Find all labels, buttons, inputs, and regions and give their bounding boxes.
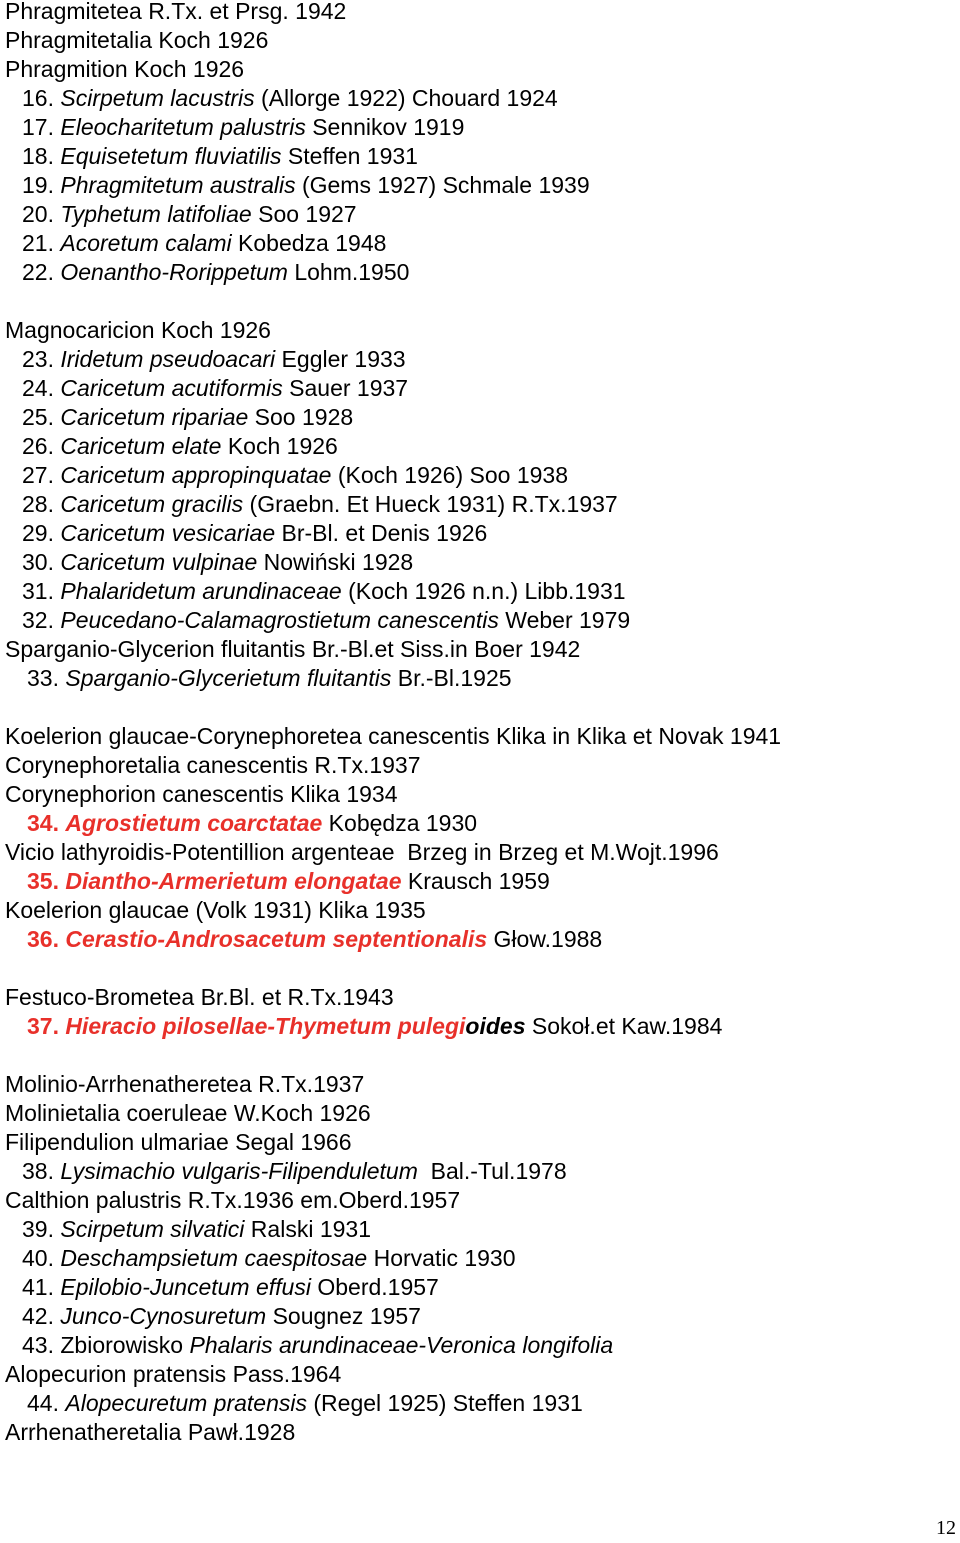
item-number: 25. [22,404,61,430]
association-item [22,200,357,229]
association-name: Scirpetum lacustris [60,85,255,111]
association-item [22,432,338,461]
association-item-highlighted [27,867,550,896]
association-author: Soo 1927 [251,201,357,227]
association-name: Agrostietum coarctatae [65,810,323,836]
heading-text: Vicio lathyroidis-Potentillion argenteae Brzeg in Brzeg et M.Wojt.1996 [5,839,719,865]
association-item-highlighted [27,925,602,954]
association-item [22,606,630,635]
class-heading [5,1070,364,1099]
association-name: Caricetum acutiformis [60,375,283,401]
item-number: 16. [22,85,61,111]
heading-text: Molinietalia coeruleae W.Koch 1926 [5,1100,371,1126]
association-author: Sauer 1937 [282,375,409,401]
association-item-highlighted [27,809,477,838]
alliance-heading [5,316,271,345]
alliance-heading [5,1186,460,1215]
association-author: Weber 1979 [498,607,631,633]
association-author: (Graebn. Et Hueck 1931) R.Tx.1937 [243,491,618,517]
association-item [22,171,590,200]
association-name: Sparganio-Glycerietum fluitantis [65,665,392,691]
item-number: 23. [22,346,61,372]
heading-text: Magnocaricion Koch 1926 [5,317,271,343]
order-heading [5,1418,295,1447]
class-heading [5,0,346,26]
item-number: 26. [22,433,61,459]
association-author: Koch 1926 [221,433,338,459]
association-item [22,258,409,287]
item-number: 20. [22,201,61,227]
association-name: Lysimachio vulgaris-Filipenduletum [60,1158,418,1184]
association-item [22,548,413,577]
order-heading [5,1099,371,1128]
item-number: 27. [22,462,61,488]
association-item [22,1273,439,1302]
association-name: Phragmitetum australis [60,172,296,198]
association-item [22,113,464,142]
alliance-heading [5,1128,352,1157]
association-author: Soo 1928 [248,404,354,430]
heading-text: Phragmitetea R.Tx. et Prsg. 1942 [5,0,347,24]
association-author: Ralski 1931 [244,1216,371,1242]
item-number: 36. [27,926,66,952]
association-author: Bal.-Tul.1978 [417,1158,567,1184]
alliance-heading [5,838,719,867]
association-name: Junco-Cynosuretum [60,1303,267,1329]
association-name-suffix: oides [465,1013,526,1039]
association-item [22,142,418,171]
association-item [27,1389,583,1418]
association-name: Acoretum calami [60,230,232,256]
item-number: 34. [27,810,66,836]
association-author: Kobedza 1948 [231,230,387,256]
association-name: Diantho-Armerietum elongatae [65,868,402,894]
association-author: Lohm.1950 [287,259,410,285]
class-heading [5,722,781,751]
item-number: 37. [27,1013,66,1039]
association-name: Caricetum vesicariae [60,520,276,546]
association-author: Sennikov 1919 [305,114,465,140]
association-name: Peucedano-Calamagrostietum canescentis [60,607,499,633]
association-name: Epilobio-Juncetum effusi [60,1274,311,1300]
association-author: Steffen 1931 [281,143,418,169]
item-number: 21. [22,230,61,256]
item-number: 18. [22,143,61,169]
association-author: Kobędza 1930 [322,810,478,836]
order-heading [5,751,421,780]
association-item [22,1244,516,1273]
heading-text: Alopecurion pratensis Pass.1964 [5,1361,342,1387]
association-item [22,519,487,548]
association-name: Phalaris arundinaceae-Veronica longifolia [189,1332,614,1358]
item-number: 19. [22,172,61,198]
item-number: 38. [22,1158,61,1184]
association-prefix: Zbiorowisko [60,1332,190,1358]
association-author: Głow.1988 [487,926,603,952]
heading-text: Corynephoretalia canescentis R.Tx.1937 [5,752,421,778]
item-number: 31. [22,578,61,604]
association-name: Caricetum elate [60,433,222,459]
association-name: Alopecuretum pratensis [65,1390,307,1416]
association-name: Eleocharitetum palustris [60,114,306,140]
association-author: (Regel 1925) Steffen 1931 [307,1390,583,1416]
item-number: 30. [22,549,61,575]
heading-text: Festuco-Brometea Br.Bl. et R.Tx.1943 [5,984,394,1010]
page-number: 12 [936,1517,956,1539]
item-number: 33. [27,665,66,691]
item-number: 17. [22,114,61,140]
association-author: (Allorge 1922) Chouard 1924 [254,85,558,111]
association-name: Phalaridetum arundinaceae [60,578,342,604]
item-number: 29. [22,520,61,546]
association-item [22,403,353,432]
item-number: 24. [22,375,61,401]
heading-text: Phragmition Koch 1926 [5,56,245,82]
association-item [22,84,558,113]
association-author: Sokoł.et Kaw.1984 [525,1013,723,1039]
association-author: Horvatic 1930 [367,1245,516,1271]
association-name: Typhetum latifoliae [60,201,252,227]
association-author: (Gems 1927) Schmale 1939 [295,172,590,198]
association-item [22,1302,421,1331]
item-number: 32. [22,607,61,633]
association-item [22,374,408,403]
association-name: Equisetetum fluviatilis [60,143,282,169]
alliance-heading [5,1360,341,1389]
heading-text: Arrhenatheretalia Pawł.1928 [5,1419,296,1445]
item-number: 40. [22,1245,61,1271]
item-number: 43. [22,1332,61,1358]
association-name: Oenantho-Rorippetum [60,259,288,285]
association-item [22,1157,567,1186]
association-name: Deschampsietum caespitosae [60,1245,368,1271]
item-number: 42. [22,1303,61,1329]
heading-text: Koelerion glaucae (Volk 1931) Klika 1935 [5,897,426,923]
order-heading [5,26,268,55]
association-item [22,490,618,519]
item-number: 41. [22,1274,61,1300]
heading-text: Molinio-Arrhenatheretea R.Tx.1937 [5,1071,365,1097]
alliance-heading [5,896,426,925]
association-author: Nowiński 1928 [257,549,414,575]
item-number: 44. [27,1390,66,1416]
association-author: Br-Bl. et Denis 1926 [275,520,488,546]
association-name: Scirpetum silvatici [60,1216,245,1242]
association-name: Cerastio-Androsacetum septentionalis [65,926,488,952]
heading-text: Corynephorion canescentis Klika 1934 [5,781,398,807]
association-author: Oberd.1957 [310,1274,439,1300]
association-name: Hieracio pilosellae-Thymetum pulegi [65,1013,466,1039]
heading-text: Phragmitetalia Koch 1926 [5,27,269,53]
alliance-heading [5,635,580,664]
association-author: (Koch 1926) Soo 1938 [331,462,568,488]
heading-text: Filipendulion ulmariae Segal 1966 [5,1129,352,1155]
association-author: Sougnez 1957 [266,1303,421,1329]
association-author: Br.-Bl.1925 [391,665,512,691]
item-number: 39. [22,1216,61,1242]
association-item-highlighted [27,1012,722,1041]
alliance-heading [5,780,398,809]
association-name: Caricetum gracilis [60,491,244,517]
item-number: 35. [27,868,66,894]
association-author: Eggler 1933 [275,346,406,372]
association-item [22,345,406,374]
association-item [22,461,568,490]
association-name: Caricetum vulpinae [60,549,258,575]
heading-text: Calthion palustris R.Tx.1936 em.Oberd.1957 [5,1187,461,1213]
association-name: Iridetum pseudoacari [60,346,276,372]
association-author: Krausch 1959 [401,868,550,894]
association-item [22,1215,371,1244]
item-number: 28. [22,491,61,517]
association-author: (Koch 1926 n.n.) Libb.1931 [341,578,626,604]
association-name: Caricetum appropinquatae [60,462,332,488]
association-item [22,577,626,606]
class-heading [5,983,394,1012]
association-name: Caricetum ripariae [60,404,249,430]
item-number: 22. [22,259,61,285]
association-item [27,664,512,693]
alliance-heading [5,55,244,84]
heading-text: Koelerion glaucae-Corynephoretea canescentis Klika in Klika et Novak 1941 [5,723,782,749]
heading-text: Sparganio-Glycerion fluitantis Br.-Bl.et Siss.in Boer 1942 [5,636,581,662]
association-item [22,229,386,258]
association-item [22,1331,613,1360]
